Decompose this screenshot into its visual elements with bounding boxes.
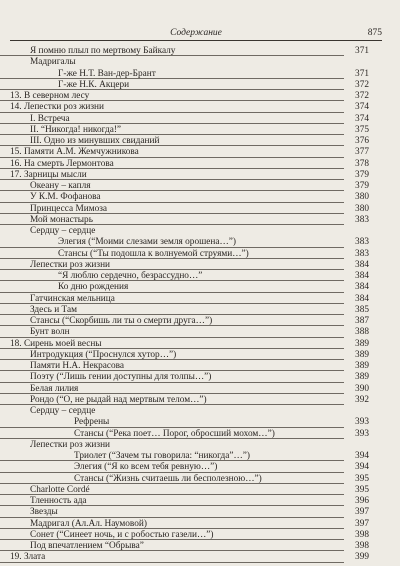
toc-entry — [0, 215, 400, 226]
toc-entry-page: 389 — [355, 349, 369, 360]
toc-entry-title: Стансы (“Жизнь считаешь ли бесполезною…”) — [74, 473, 262, 484]
toc-entry-title: Интродукция (“Проснулся хутор…”) — [30, 349, 177, 360]
toc-entry-page: 372 — [355, 79, 369, 90]
toc-entry-page: 384 — [355, 271, 369, 281]
toc-entry-title: 14. Лепестки роз жизни — [10, 102, 104, 113]
toc-entry — [0, 361, 400, 372]
toc-entry — [0, 57, 400, 68]
dot-leader — [0, 427, 344, 428]
toc-entry-title: Гатчинская мельница — [30, 293, 115, 304]
toc-entry — [0, 80, 400, 91]
dot-leader — [0, 78, 344, 79]
toc-entry-page: 383 — [355, 237, 369, 248]
page-header — [10, 28, 382, 41]
toc-entry — [0, 125, 400, 136]
toc-entry — [0, 260, 400, 271]
toc-entry-page: 383 — [355, 248, 369, 259]
toc-entry — [0, 541, 400, 552]
toc-entry-page: 384 — [355, 282, 369, 293]
toc-entry — [0, 316, 400, 327]
toc-entry-page: 388 — [355, 327, 369, 338]
toc-entry-title: Я помню плыл по мертвому Байкалу — [30, 46, 176, 56]
toc-entry-page: 394 — [355, 451, 369, 461]
running-title: Содержание — [170, 28, 222, 38]
toc-entry-title: Стансы (“Ты подошла к волнуемой струями…”) — [58, 248, 249, 259]
toc-entry-page: 397 — [355, 518, 369, 529]
toc-entry — [0, 305, 400, 316]
toc-entry-title: 19. Злата — [10, 552, 46, 563]
toc-entry-title: 13. В северном лесу — [10, 91, 90, 101]
toc-entry — [0, 204, 400, 215]
toc-entry — [0, 395, 400, 406]
toc-entry — [0, 485, 400, 496]
toc-entry-title: II. “Никогда! никогда!” — [30, 124, 122, 135]
toc-entry-page: 387 — [355, 316, 369, 326]
toc-entry-title: Бунт волн — [30, 327, 70, 338]
toc-entry — [0, 91, 400, 102]
toc-entry — [0, 181, 400, 192]
toc-entry-title: Сердцу – сердце — [30, 406, 96, 416]
toc-entry-title: Сонет (“Синеет ночь, и с робостью газели…”) — [30, 529, 214, 540]
toc-entry-title: Элегия (“Я ко всем тебя ревную…”) — [74, 462, 218, 473]
dot-leader — [0, 89, 344, 90]
toc-entry-page: 375 — [355, 124, 369, 135]
toc-entry-title: I. Встреча — [30, 113, 70, 124]
toc-entry-title: Лепестки роз жизни — [30, 259, 111, 270]
toc-entry-page: 374 — [355, 102, 369, 113]
toc-entry — [0, 237, 400, 248]
toc-entry-page: 384 — [355, 259, 369, 270]
toc-entry-page: 396 — [355, 496, 369, 506]
toc-entry — [0, 462, 400, 473]
toc-entry — [0, 327, 400, 338]
toc-entry — [0, 294, 400, 305]
toc-entry-page: 371 — [355, 68, 369, 79]
toc-entry-page: 372 — [355, 91, 369, 101]
toc-entry — [0, 474, 400, 485]
toc-entry-page: 398 — [355, 529, 369, 540]
toc-entry-title: Лепестки роз жизни — [30, 439, 111, 450]
toc-entry-page: 371 — [355, 46, 369, 56]
toc-entry-page: 398 — [355, 541, 369, 551]
toc-entry-page: 399 — [355, 552, 369, 563]
toc-entry-page: 395 — [355, 473, 369, 484]
toc-entry-title: Стансы (“Река поет… Порог, обросший мохом…”) — [74, 428, 275, 439]
toc-entry — [0, 507, 400, 518]
toc-entry-title: Звезды — [30, 507, 58, 518]
toc-entry-title: Г-же Н.Т. Ван-дер-Брант — [58, 68, 156, 79]
toc-entry-page: 384 — [355, 293, 369, 304]
toc-entry — [0, 282, 400, 293]
toc-entry-page: 392 — [355, 394, 369, 405]
toc-entry-page: 394 — [355, 462, 369, 473]
toc-entry-page: 379 — [355, 181, 369, 191]
toc-entry-page: 395 — [355, 484, 369, 495]
toc-entry-title: Океану – капля — [30, 181, 91, 191]
toc-entry — [0, 440, 400, 451]
toc-entry-title: “Я люблю сердечно, безрассудно…” — [58, 271, 203, 281]
toc-entry-page: 397 — [355, 507, 369, 518]
toc-entry — [0, 147, 400, 158]
toc-entry-title: Поэту (“Лишь гении доступны для толпы…”) — [30, 372, 212, 383]
toc-entry-page: 389 — [355, 338, 369, 349]
toc-entry-page: 393 — [355, 428, 369, 439]
toc-entry-page: 393 — [355, 417, 369, 428]
toc-entry-title: Мой монастырь — [30, 214, 93, 225]
toc-entry-page: 389 — [355, 372, 369, 383]
toc-entry-title: Ко дню рождения — [58, 282, 129, 293]
page-number: 875 — [367, 28, 382, 38]
toc-entry-title: Мадригал (Ал.Ал. Наумовой) — [30, 518, 147, 529]
toc-entry-title: Элегия (“Моими слезами земля орошена…”) — [58, 237, 236, 248]
toc-entry — [0, 519, 400, 530]
toc-entry-page: 383 — [355, 214, 369, 225]
toc-entry — [0, 159, 400, 170]
toc-entry-title: III. Одно из минувших свиданий — [30, 136, 160, 146]
toc-entry — [0, 372, 400, 383]
toc-entry — [0, 496, 400, 507]
toc-entry — [0, 170, 400, 181]
toc-entry — [0, 384, 400, 395]
toc-entry-title: Г-же Н.К. Акцери — [58, 79, 130, 90]
toc-entry-title: Рефрены — [74, 417, 110, 428]
toc-entry-title: Рондо (“О, не рыдай над мертвым телом…”) — [30, 394, 207, 405]
toc-entry — [0, 350, 400, 361]
toc-entry-page: 389 — [355, 361, 369, 371]
toc-entry — [0, 429, 400, 440]
toc-entry-page: 390 — [355, 383, 369, 394]
toc-entry-title: Белая лилия — [30, 383, 79, 394]
toc-entry — [0, 406, 400, 417]
toc-entry — [0, 114, 400, 125]
toc-entry-title: Мадригалы — [30, 57, 76, 68]
toc-entry-page: 380 — [355, 192, 369, 203]
toc-entry-page: 380 — [355, 203, 369, 214]
toc-entry-title: Здесь и Там — [30, 304, 77, 315]
toc-entry-title: Триолет (“Зачем ты говорила: “никогда”…”) — [74, 451, 251, 461]
toc-entry-page: 376 — [355, 136, 369, 146]
toc-entry — [0, 271, 400, 282]
toc-entry — [0, 136, 400, 147]
toc-entry-title: 16. На смерть Лермонтова — [10, 158, 114, 169]
toc-entry — [0, 451, 400, 462]
table-of-contents — [0, 46, 400, 564]
toc-entry-title: 15. Памяти А.М. Жемчужникова — [10, 147, 139, 158]
toc-entry-title: Тленность ада — [30, 496, 87, 506]
toc-entry-title: Памяти Н.А. Некрасова — [30, 361, 125, 371]
toc-entry-title: У К.М. Фофанова — [30, 192, 101, 203]
toc-entry-page: 374 — [355, 113, 369, 124]
toc-entry-title: Под впечатлением “Обрыва” — [30, 541, 144, 551]
toc-entry — [0, 69, 400, 80]
toc-entry — [0, 192, 400, 203]
toc-entry — [0, 552, 400, 563]
toc-entry-page: 385 — [355, 304, 369, 315]
toc-entry-title: 17. Зарницы мысли — [10, 169, 87, 180]
toc-entry-title: Сердцу – сердце — [30, 226, 96, 236]
toc-entry — [0, 339, 400, 350]
toc-entry — [0, 249, 400, 260]
toc-entry — [0, 530, 400, 541]
toc-entry-title: 18. Сирень моей весны — [10, 338, 102, 349]
toc-entry — [0, 417, 400, 428]
toc-entry — [0, 46, 400, 57]
dot-leader — [0, 292, 344, 293]
toc-entry-title: Принцесса Мимоза — [30, 203, 108, 214]
dot-leader — [0, 562, 344, 563]
toc-entry-title: Charlotte Cordé — [30, 484, 90, 495]
toc-entry — [0, 102, 400, 113]
toc-entry-page: 377 — [355, 147, 369, 158]
toc-entry-page: 378 — [355, 158, 369, 169]
toc-entry-page: 379 — [355, 169, 369, 180]
toc-entry-title: Стансы (“Скорбишь ли ты о смерти друга…”) — [30, 316, 213, 326]
toc-entry — [0, 226, 400, 237]
